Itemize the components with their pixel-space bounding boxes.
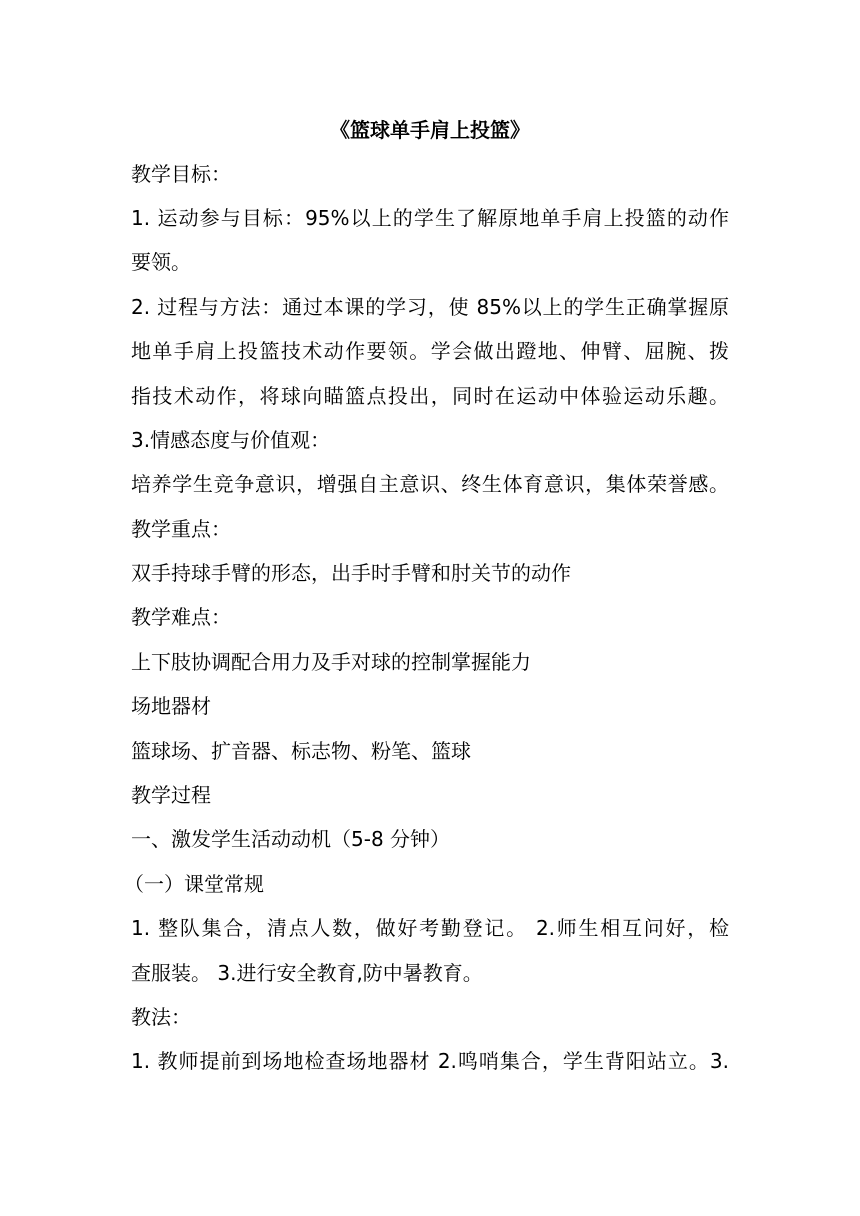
paragraph-line: 查服装。 3.进行安全教育,防中暑教育。 — [131, 961, 483, 985]
paragraph-line: 培养学生竞争意识，增强自主意识、终生体育意识，集体荣誉感。 — [131, 472, 729, 496]
paragraph-line: 篮球场、扩音器、标志物、粉笔、篮球 — [131, 739, 471, 763]
section-heading-key-points: 教学重点： — [131, 517, 231, 541]
paragraph-line: 地单手肩上投篮技术动作要领。学会做出蹬地、伸臂、屈腕、拨 — [131, 339, 729, 363]
section-heading-process: 教学过程 — [131, 783, 211, 807]
section-heading-teaching-goals: 教学目标： — [131, 162, 231, 186]
section-heading-equipment: 场地器材 — [131, 694, 211, 718]
paragraph-line: （一）课堂常规 — [124, 872, 264, 896]
paragraph-line: 1. 运动参与目标：95%以上的学生了解原地单手肩上投篮的动作 — [131, 206, 729, 230]
document-title: 《篮球单手肩上投篮》 — [330, 118, 530, 142]
section-heading-method: 教法： — [131, 1005, 191, 1029]
paragraph-line: 指技术动作，将球向瞄篮点投出，同时在运动中体验运动乐趣。 — [131, 384, 729, 408]
paragraph-line: 3.情感态度与价值观： — [131, 428, 331, 452]
paragraph-line: 双手持球手臂的形态，出手时手臂和肘关节的动作 — [131, 561, 571, 585]
paragraph-line: 一、激发学生活动动机（5-8 分钟） — [131, 827, 451, 851]
paragraph-line: 1. 教师提前到场地检查场地器材 2.鸣哨集合，学生背阳站立。3. — [131, 1049, 729, 1073]
paragraph-line: 2. 过程与方法：通过本课的学习，使 85%以上的学生正确掌握原 — [131, 295, 729, 319]
paragraph-line: 1. 整队集合，清点人数，做好考勤登记。 2.师生相互问好，检 — [131, 916, 729, 940]
paragraph-line: 上下肢协调配合用力及手对球的控制掌握能力 — [131, 650, 531, 674]
section-heading-difficulties: 教学难点： — [131, 605, 231, 629]
paragraph-line: 要领。 — [131, 250, 191, 274]
